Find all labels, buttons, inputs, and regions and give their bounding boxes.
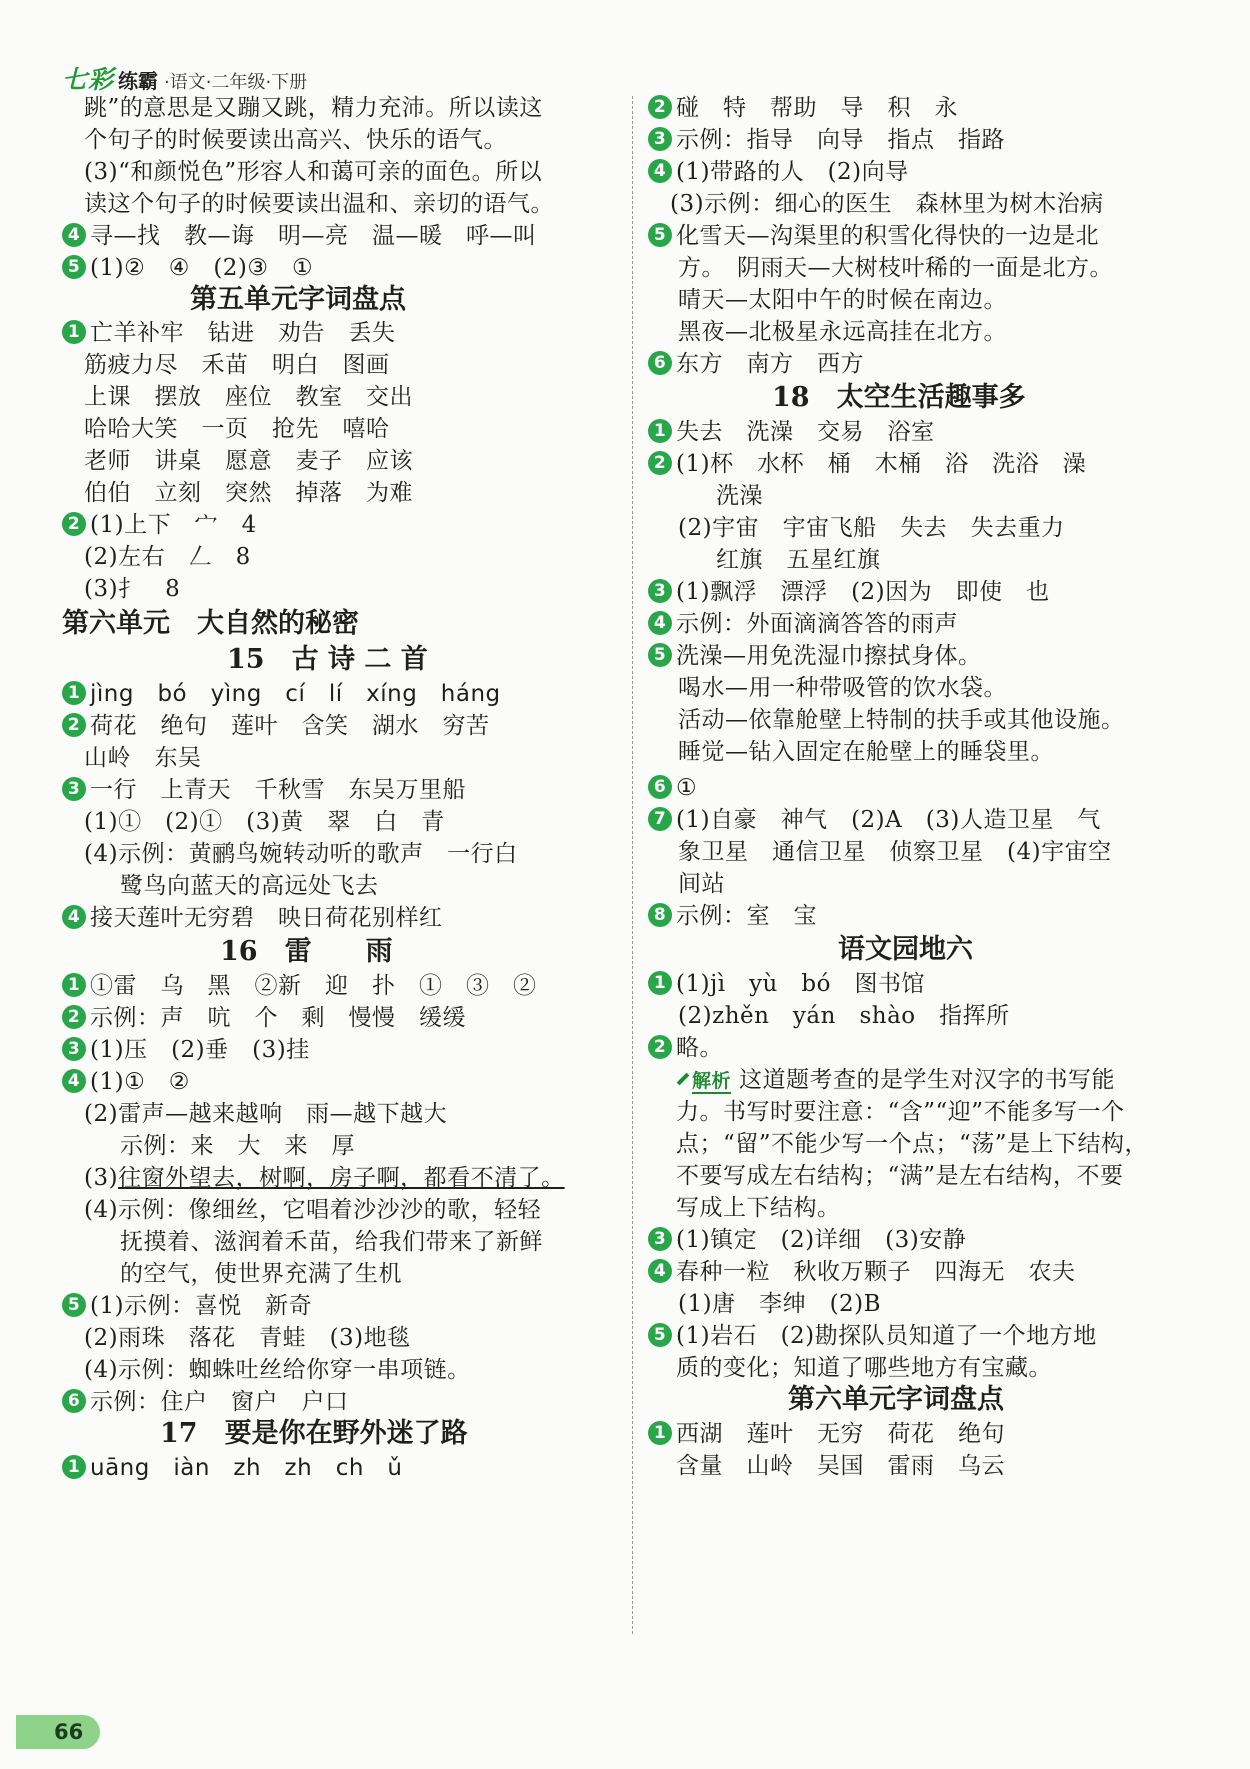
analysis-line: 点；“留”不能少写一个点；“荡”是上下结构， — [676, 1131, 1149, 1157]
question-7 — [648, 802, 1101, 838]
answer-text: 化雪天—沟渠里的积雪化得快的一边是北 — [676, 223, 1099, 249]
pencil-icon — [677, 1073, 690, 1086]
book-info: ·语文·二年级·下册 — [164, 72, 308, 93]
analysis-line: 力。书写时要注意：“含”“迎”不能多写一个 — [676, 1099, 1125, 1125]
brand-subtitle: 练霸 — [118, 69, 159, 93]
answer-line: 示例：来 大 来 厚 — [120, 1133, 355, 1159]
question-3 — [648, 122, 1005, 158]
question-1 — [62, 676, 501, 712]
answer-line: 伯伯 立刻 突然 掉落 为难 — [84, 480, 413, 506]
answer-text: (1)自豪 神气 (2)A (3)人造卫星 气 — [676, 807, 1101, 833]
answer-text: 一行 上青天 千秋雪 东吴万里船 — [90, 777, 466, 803]
answer-text: ①雷 乌 黑 ②新 迎 扑 ① ③ ② — [90, 973, 537, 999]
answer-line: (2)宇宙 宇宙飞船 失去 失去重力 — [678, 515, 1065, 541]
analysis-text: 这道题考查的是学生对汉字的书写能 — [739, 1067, 1116, 1093]
question-number-badge: 5 — [648, 1323, 672, 1347]
answer-line: 跳”的意思是又蹦又跳，精力充沛。所以读这 — [84, 95, 543, 121]
answer-text: (1)示例：喜悦 新奇 — [90, 1293, 313, 1319]
answer-text: 示例：指导 向导 指点 指路 — [676, 127, 1005, 153]
answer-line: (3)扌 8 — [84, 576, 181, 602]
answer-text: ① — [676, 775, 698, 801]
question-6 — [648, 770, 697, 806]
answer-line: 活动—依靠舱壁上特制的扶手或其他设施。 — [678, 707, 1125, 733]
answer-line: 老师 讲桌 愿意 麦子 应该 — [84, 448, 413, 474]
lesson-heading: 16 雷 雨 — [220, 936, 393, 967]
question-number-badge: 4 — [62, 905, 86, 929]
answer-text: 示例：室 宝 — [676, 903, 817, 929]
question-number-badge: 6 — [648, 351, 672, 375]
question-number-badge: 6 — [62, 1389, 86, 1413]
answer-text: (1)② ④ (2)③ ① — [90, 255, 314, 281]
answer-line: (4)示例：像细丝，它唱着沙沙沙的歌，轻轻 — [84, 1197, 542, 1223]
answer-text: 春种一粒 秋收万颗子 四海无 农夫 — [676, 1259, 1076, 1285]
answer-text: 示例：声 吭 个 剩 慢慢 缓缓 — [90, 1005, 466, 1031]
analysis-label: 解析 — [692, 1070, 732, 1092]
question-4 — [62, 218, 537, 254]
section-heading: 第五单元字词盘点 — [190, 284, 406, 315]
answer-text: (1)飘浮 漂浮 (2)因为 即使 也 — [676, 579, 1050, 605]
answer-text: 洗澡—用免洗湿巾擦拭身体。 — [676, 643, 982, 669]
question-number-badge: 2 — [62, 512, 86, 536]
answer-line: (1)① (2)① (3)黄 翠 白 青 — [84, 809, 445, 835]
answer-line: 含量 山岭 吴国 雷雨 乌云 — [676, 1453, 1005, 1479]
question-number-badge: 2 — [648, 1035, 672, 1059]
answer-text: (1)带路的人 (2)向导 — [676, 159, 909, 185]
question-4 — [62, 1064, 190, 1100]
answer-line: (1)唐 李绅 (2)B — [678, 1291, 882, 1317]
question-number-badge: 3 — [648, 1227, 672, 1251]
question-number-badge: 2 — [648, 95, 672, 119]
question-number-badge: 3 — [62, 1037, 86, 1061]
answer-text: jìng bó yìng cí lí xíng háng — [90, 681, 501, 707]
question-1 — [62, 1450, 403, 1486]
answer-text: 西湖 莲叶 无穷 荷花 绝句 — [676, 1421, 1005, 1447]
answer-line: (2)zhěn yán shào 指挥所 — [678, 1003, 1010, 1029]
question-2 — [648, 1030, 723, 1066]
question-number-badge: 8 — [648, 903, 672, 927]
answer-line: 筋疲力尽 禾苗 明白 图画 — [84, 352, 390, 378]
answer-line: 读这个句子的时候要读出温和、亲切的语气。 — [84, 191, 554, 217]
question-number-badge: 1 — [62, 320, 86, 344]
question-number-badge: 7 — [648, 807, 672, 831]
answer-line: 洗澡 — [716, 483, 763, 509]
question-2 — [648, 446, 1086, 482]
question-4 — [648, 154, 909, 190]
analysis-line — [676, 1062, 1115, 1098]
question-1 — [648, 414, 935, 450]
answer-line: (2)雷声—越来越响 雨—越下越大 — [84, 1101, 448, 1127]
answer-line: (3)“和颜悦色”形容人和蔼可亲的面色。所以 — [84, 159, 543, 185]
answer-line: (2)雨珠 落花 青蛙 (3)地毯 — [84, 1325, 411, 1351]
answer-text: 碰 特 帮助 导 积 永 — [676, 95, 958, 121]
question-3 — [648, 574, 1050, 610]
answer-text: 示例：外面滴滴答答的雨声 — [676, 611, 958, 637]
answer-text: 荷花 绝句 莲叶 含笑 湖水 穷苦 — [90, 713, 490, 739]
answer-text: (1)镇定 (2)详细 (3)安静 — [676, 1227, 967, 1253]
question-4 — [62, 900, 443, 936]
question-number-badge: 5 — [648, 223, 672, 247]
answer-line: 方。 阴雨天—大树枝叶稀的一面是北方。 — [678, 255, 1113, 281]
question-3 — [648, 1222, 966, 1258]
question-number-badge: 1 — [62, 681, 86, 705]
answer-text: 东方 南方 西方 — [676, 351, 864, 377]
answer-text: 略。 — [676, 1035, 723, 1061]
question-number-badge: 4 — [648, 611, 672, 635]
question-number-badge: 3 — [648, 127, 672, 151]
answer-line: 质的变化；知道了哪些地方有宝藏。 — [676, 1355, 1052, 1381]
question-number-badge: 1 — [62, 973, 86, 997]
answer-label: (3) — [84, 1165, 119, 1191]
question-5 — [62, 1288, 312, 1324]
answer-text: (1)jì yù bó 图书馆 — [676, 971, 925, 997]
answer-line: 晴天—太阳中午的时候在南边。 — [678, 287, 1007, 313]
question-3 — [62, 1032, 310, 1068]
question-number-badge: 1 — [648, 1421, 672, 1445]
answer-line: 鹭鸟向蓝天的高远处飞去 — [120, 873, 379, 899]
question-2 — [62, 708, 490, 744]
answer-text: (1)岩石 (2)勘探队员知道了一个地方地 — [676, 1323, 1097, 1349]
unit-heading: 第六单元 大自然的秘密 — [62, 608, 359, 639]
question-number-badge: 4 — [62, 1069, 86, 1093]
question-number-badge: 6 — [648, 775, 672, 799]
section-heading: 语文园地六 — [838, 934, 973, 965]
answer-line: 黑夜—北极星永远高挂在北方。 — [678, 319, 1007, 345]
question-number-badge: 4 — [648, 159, 672, 183]
question-8 — [648, 898, 817, 934]
question-2 — [62, 1000, 466, 1036]
answer-line: 象卫星 通信卫星 侦察卫星 (4)宇宙空 — [678, 839, 1112, 865]
question-number-badge: 1 — [62, 1455, 86, 1479]
question-2 — [62, 507, 257, 543]
answer-line: 红旗 五星红旗 — [716, 547, 881, 573]
brand-logo: 七彩 — [62, 65, 115, 94]
answer-text: 示例：住户 窗户 户口 — [90, 1389, 349, 1415]
answer-line: 个句子的时候要读出高兴、快乐的语气。 — [84, 127, 507, 153]
answer-line: 山岭 东吴 — [84, 745, 202, 771]
column-divider — [632, 96, 633, 1634]
question-5 — [648, 638, 982, 674]
lesson-heading: 17 要是你在野外迷了路 — [160, 1418, 468, 1449]
question-1 — [62, 315, 396, 351]
question-5 — [648, 1318, 1097, 1354]
question-number-badge: 2 — [62, 1005, 86, 1029]
page-number: 66 — [16, 1715, 100, 1749]
question-5 — [648, 218, 1099, 254]
question-4 — [648, 606, 958, 642]
answer-text: uāng iàn zh zh ch ǔ — [90, 1455, 403, 1481]
question-number-badge: 2 — [648, 451, 672, 475]
question-6 — [648, 346, 864, 382]
answer-line: 喝水—用一种带吸管的饮水袋。 — [678, 675, 1007, 701]
question-number-badge: 3 — [648, 579, 672, 603]
answer-text: 寻—找 教—诲 明—亮 温—暖 呼—叫 — [90, 223, 537, 249]
answer-line: (4)示例：蜘蛛吐丝给你穿一串项链。 — [84, 1357, 471, 1383]
answer-line — [84, 1160, 565, 1196]
question-number-badge: 1 — [648, 971, 672, 995]
analysis-line: 写成上下结构。 — [676, 1195, 841, 1221]
answer-text: (1)上下 宀 4 — [90, 512, 257, 538]
question-number-badge: 5 — [648, 643, 672, 667]
answer-text: 接天莲叶无穷碧 映日荷花别样红 — [90, 905, 443, 931]
question-number-badge: 3 — [62, 777, 86, 801]
answer-line: 的空气，使世界充满了生机 — [120, 1261, 402, 1287]
answer-line: 哈哈大笑 一页 抢先 嘻哈 — [84, 416, 390, 442]
question-number-badge: 4 — [648, 1259, 672, 1283]
question-number-badge: 5 — [62, 255, 86, 279]
underlined-answer: 往窗外望去，树啊，房子啊，都看不清了。 — [118, 1165, 565, 1191]
question-1 — [648, 1416, 1005, 1452]
answer-line: (4)示例：黄鹂鸟婉转动听的歌声 一行白 — [84, 841, 518, 867]
answer-line: 上课 摆放 座位 教室 交出 — [84, 384, 413, 410]
analysis-line: 不要写成左右结构；“满”是左右结构，不要 — [676, 1163, 1124, 1189]
answer-text: (1)① ② — [90, 1069, 190, 1095]
question-number-badge: 4 — [62, 223, 86, 247]
answer-line: (2)左右 𠃋 8 — [84, 544, 251, 570]
answer-text: 亡羊补牢 钻进 劝告 丢失 — [90, 320, 396, 346]
question-1 — [62, 968, 537, 1004]
lesson-heading: 15 古 诗 二 首 — [227, 644, 428, 675]
question-3 — [62, 772, 466, 808]
answer-text: (1)压 (2)垂 (3)挂 — [90, 1037, 310, 1063]
question-1 — [648, 966, 925, 1002]
answer-line: 抚摸着、滋润着禾苗，给我们带来了新鲜 — [120, 1229, 543, 1255]
answer-text: (1)杯 水杯 桶 木桶 浴 洗浴 澡 — [676, 451, 1087, 477]
page-header — [62, 60, 307, 94]
question-number-badge: 2 — [62, 713, 86, 737]
question-2 — [648, 90, 958, 126]
section-heading: 第六单元字词盘点 — [788, 1384, 1004, 1415]
question-number-badge: 1 — [648, 419, 672, 443]
answer-text: 失去 洗澡 交易 浴室 — [676, 419, 935, 445]
answer-line: (3)示例：细心的医生 森林里为树木治病 — [670, 191, 1104, 217]
lesson-heading: 18 太空生活趣事多 — [772, 382, 1026, 413]
answer-line: 间站 — [678, 871, 725, 897]
answer-line: 睡觉—钻入固定在舱壁上的睡袋里。 — [678, 739, 1054, 765]
question-number-badge: 5 — [62, 1293, 86, 1317]
question-4 — [648, 1254, 1076, 1290]
